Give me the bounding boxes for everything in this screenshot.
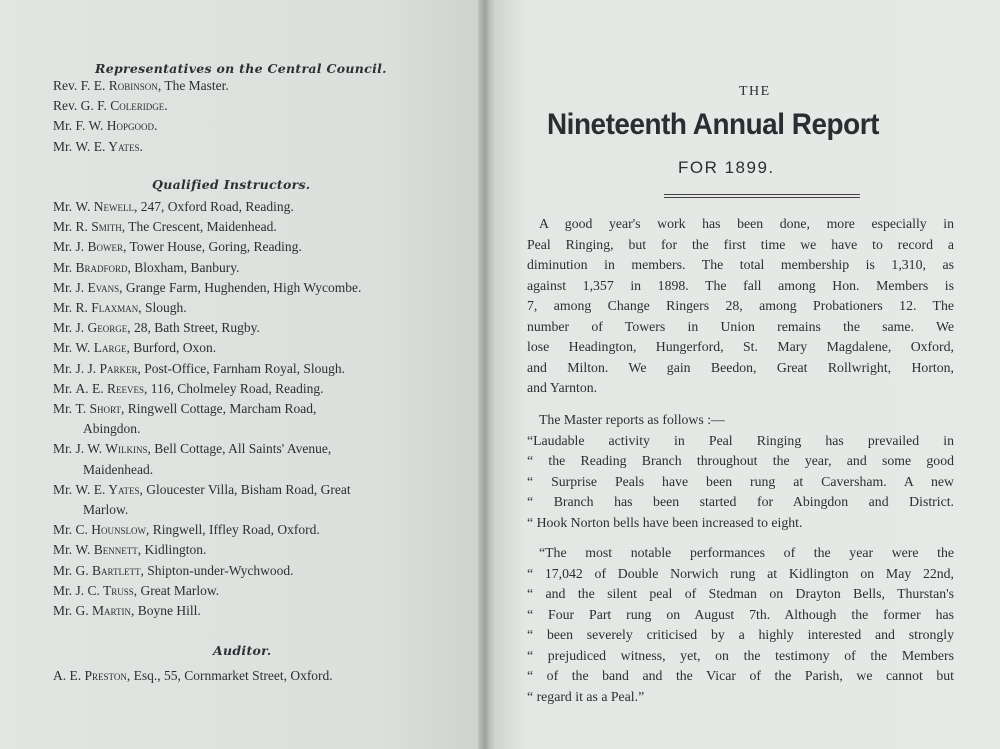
right-page <box>494 0 1000 749</box>
text-line: “Laudable activity in Peal Ringing has prevailed in <box>527 432 954 448</box>
instructors-entry <box>53 379 361 399</box>
instructors-title: Mr. <box>53 239 73 255</box>
council-title: Rev. <box>53 78 78 93</box>
instructors-detail: , Grange Farm, Hughenden, High Wycombe. <box>119 279 362 295</box>
instructors-name: W. Newell <box>75 199 135 214</box>
instructors-title: Mr. <box>53 279 73 295</box>
auditor-name: A. E. Preston <box>53 668 127 683</box>
instructors-detail: , Kidlington. <box>137 542 207 558</box>
instructors-entry <box>53 540 361 560</box>
instructors-name: J. George <box>75 320 128 336</box>
instructors-title: Mr. <box>53 401 73 417</box>
text-line: number of Towers in Union remains the same. We <box>527 318 954 334</box>
instructors-title: Mr. <box>53 603 73 619</box>
text-line: diminution in members. The total membership is 1,310, as <box>527 257 954 272</box>
instructors-title: Mr. <box>53 380 73 396</box>
instructors-title: Mr. <box>53 522 73 538</box>
instructors-entry <box>53 520 361 540</box>
council-name: W. E. Yates <box>75 138 140 154</box>
instructors-name: J. W. Wilkins <box>75 441 148 457</box>
instructors-name: W. Bennett <box>75 542 138 558</box>
text-line: and Yarnton. <box>527 380 598 395</box>
instructors-title: Mr. <box>53 320 73 336</box>
council-detail: . <box>153 118 158 134</box>
text-line: “The most notable performances of the year were the <box>539 545 954 560</box>
instructors-entry <box>53 338 361 358</box>
instructors-entry <box>53 278 361 298</box>
instructors-detail: , 247, Oxford Road, Reading. <box>134 199 294 214</box>
instructors-detail-continued: Abingdon. <box>83 421 141 437</box>
auditor-line <box>53 666 333 686</box>
instructors-detail: , Burford, Oxon. <box>126 340 217 356</box>
instructors-title: Mr. <box>53 259 73 275</box>
instructors-name: W. E. Yates <box>75 481 140 497</box>
paragraph-notable-performances <box>527 543 954 707</box>
instructors-name: J. Bower <box>75 239 124 255</box>
instructors-entry <box>53 439 361 479</box>
instructors-name: J. C. Truss <box>75 582 134 598</box>
instructors-entry <box>53 318 361 338</box>
text-line: and Milton. We gain Beedon, Great Rollwright, Horton, <box>527 359 954 375</box>
instructors-title: Mr. <box>53 219 73 235</box>
instructors-name: T. Short <box>75 401 121 417</box>
council-entry <box>53 76 229 96</box>
instructors-detail: , 116, Cholmeley Road, Reading. <box>144 380 324 396</box>
instructors-detail: , The Crescent, Maidenhead. <box>121 219 277 235</box>
text-line: “ been severely criticised by a highly interested and strongly <box>527 627 954 642</box>
instructors-title: Mr. <box>53 199 73 214</box>
instructors-title: Mr. <box>53 542 73 558</box>
instructors-detail-continued: Marlow. <box>83 502 129 518</box>
council-name: F. E. Robinson <box>80 78 158 93</box>
text-line: “ Hook Norton bells have been increased to eight. <box>527 514 803 530</box>
instructors-detail: , Gloucester Villa, Bisham Road, Great <box>139 481 351 497</box>
report-the: THE <box>739 84 771 99</box>
instructors-name: Bradford <box>75 259 128 275</box>
left-page <box>0 0 480 749</box>
paragraph-master-report <box>527 410 954 533</box>
text-line: “ the Reading Branch throughout the year, and some good <box>527 453 954 468</box>
text-line: “ Surprise Peals have been rung at Caversham. A new <box>527 473 954 489</box>
instructors-entry <box>53 581 361 601</box>
instructors-name: J. Evans <box>75 279 120 295</box>
instructors-title: Mr. <box>53 562 73 578</box>
instructors-detail: , Shipton-under-Wychwood. <box>140 562 294 578</box>
instructors-title: Mr. <box>53 481 73 497</box>
report-title: Nineteenth Annual Report <box>547 108 879 141</box>
report-year: FOR 1899. <box>678 158 775 177</box>
text-line: “ prejudiced witness, yet, on the testimony of the Members <box>527 647 954 663</box>
auditor-heading: Auditor. <box>213 643 272 658</box>
instructors-entry <box>53 561 361 581</box>
instructors-name: G. Bartlett <box>75 562 141 578</box>
instructors-detail: , Slough. <box>138 300 187 316</box>
instructors-title: Mr. <box>53 300 73 316</box>
instructors-entry <box>53 258 361 278</box>
council-entry <box>53 116 229 136</box>
instructors-entry <box>53 197 361 217</box>
instructors-detail: , Boyne Hill. <box>130 603 201 619</box>
instructors-entry <box>53 480 361 520</box>
instructors-detail: , 28, Bath Street, Rugby. <box>127 320 260 336</box>
instructors-name: G. Martin <box>75 603 131 619</box>
instructors-detail: , Bell Cottage, All Saints' Avenue, <box>147 441 332 457</box>
title-rule <box>664 194 860 198</box>
council-entry <box>53 137 229 157</box>
text-line: “ 17,042 of Double Norwich rung at Kidlington on May 22nd, <box>527 565 954 581</box>
instructors-title: Mr. <box>53 360 73 376</box>
instructors-name: W. Large <box>75 340 127 356</box>
instructors-title: Mr. <box>53 441 73 457</box>
council-detail: . <box>139 138 143 154</box>
text-line: 7, among Change Ringers 28, among Probationers 12. The <box>527 298 954 313</box>
text-line: “ regard it as a Peal.” <box>527 688 645 704</box>
instructors-detail: , Tower House, Goring, Reading. <box>123 239 302 255</box>
instructors-entry <box>53 399 361 439</box>
council-detail: . <box>164 98 168 114</box>
council-name: F. W. Hopgood <box>75 118 154 134</box>
text-line: The Master reports as follows :— <box>539 412 725 427</box>
council-title: Mr. <box>53 138 73 154</box>
council-name: G. F. Coleridge <box>80 98 165 114</box>
text-line: “ Four Part rung on August 7th. Although the former has <box>527 606 954 622</box>
instructors-name: J. J. Parker <box>75 360 138 376</box>
council-heading: Representatives on the Central Council. <box>95 61 387 76</box>
instructors-entry <box>53 359 361 379</box>
text-line: against 1,357 in 1898. The fall among Hon. Members is <box>527 277 954 293</box>
council-title: Mr. <box>53 118 73 134</box>
instructors-entry <box>53 217 361 237</box>
council-entry <box>53 96 229 116</box>
instructors-entry <box>53 601 361 621</box>
text-line: “ of the band and the Vicar of the Parish, we cannot but <box>527 668 954 683</box>
instructors-name: A. E. Reeves <box>75 380 145 396</box>
instructors-detail: , Post-Office, Farnham Royal, Slough. <box>137 360 346 376</box>
instructors-list <box>53 197 361 621</box>
instructors-name: R. Smith <box>75 219 122 235</box>
instructors-entry <box>53 298 361 318</box>
instructors-detail: , Ringwell, Iffley Road, Oxford. <box>146 522 320 538</box>
instructors-detail-continued: Maidenhead. <box>83 461 154 477</box>
instructors-name: R. Flaxman <box>75 300 139 316</box>
text-line: Peal Ringing, but for the first time we have to record a <box>527 236 954 252</box>
text-line: “ and the silent peal of Stedman on Drayton Bells, Thurstan's <box>527 586 954 601</box>
text-line: lose Headington, Hungerford, St. Mary Magdalene, Oxford, <box>527 339 954 354</box>
instructors-entry <box>53 237 361 257</box>
instructors-name: C. Hounslow <box>75 522 147 538</box>
council-title: Rev. <box>53 98 78 114</box>
text-line: “ Branch has been started for Abingdon and District. <box>527 494 954 509</box>
text-line: A good year's work has been done, more especially in <box>539 216 954 231</box>
paragraph-membership <box>527 214 954 399</box>
instructors-detail: , Great Marlow. <box>133 582 220 598</box>
instructors-title: Mr. <box>53 582 73 598</box>
council-detail: , The Master. <box>157 78 229 93</box>
instructors-detail: , Bloxham, Banbury. <box>127 259 240 275</box>
auditor-detail: , Esq., 55, Cornmarket Street, Oxford. <box>126 668 333 683</box>
instructors-title: Mr. <box>53 340 73 356</box>
council-list <box>53 76 229 157</box>
instructors-heading: Qualified Instructors. <box>152 177 311 192</box>
instructors-detail: , Ringwell Cottage, Marcham Road, <box>120 401 317 417</box>
